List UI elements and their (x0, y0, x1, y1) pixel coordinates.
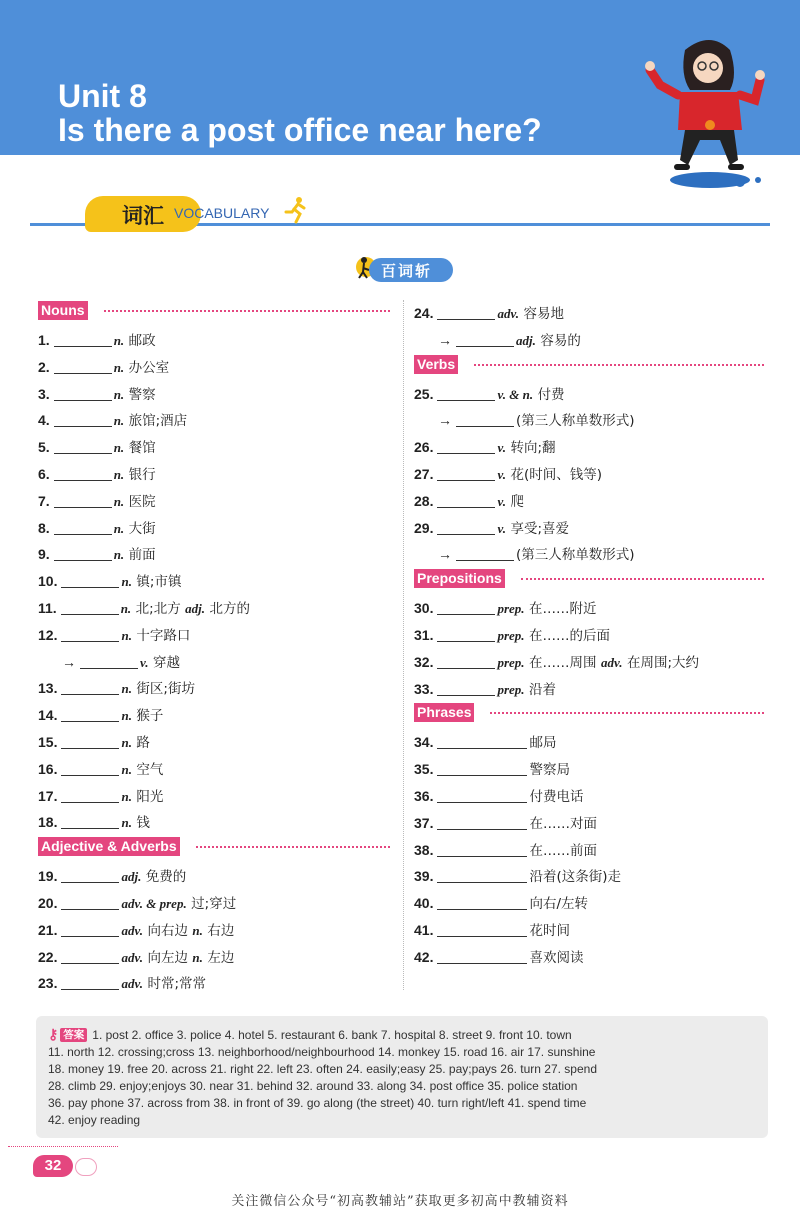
vocab-item (38, 890, 390, 917)
chinese-meaning: 沿着 (529, 681, 557, 698)
item-number: 27. (414, 465, 434, 482)
section-header (38, 836, 390, 860)
answer-blank-input[interactable] (61, 733, 119, 749)
chinese-meaning: (第三人称单数形式) (516, 413, 635, 430)
item-number: 1. (38, 332, 50, 348)
answer-line (48, 1112, 758, 1129)
answer-line (48, 1044, 758, 1061)
answer-blank-input[interactable] (61, 679, 119, 695)
chinese-meaning: 警察局 (529, 762, 570, 779)
vocab-item (38, 622, 390, 649)
answer-blank-input[interactable] (54, 492, 112, 508)
section-header (38, 300, 390, 324)
vocab-item (38, 970, 390, 997)
vocab-item (38, 541, 390, 568)
chinese-meaning: 阳光 (136, 788, 164, 805)
unit-number: Unit 8 (58, 78, 147, 114)
footer-note: 关注微信公众号“初高教辅站”获取更多初高中教辅资料 (231, 1194, 569, 1209)
part-of-speech: n. (113, 493, 125, 509)
part-of-speech: n. (121, 681, 132, 697)
item-number: 42. (414, 948, 434, 965)
vocab-item (38, 488, 390, 515)
vocab-item (414, 783, 764, 810)
section-tag: Adjective & Adverbs (38, 837, 180, 856)
chinese-meaning: 邮政 (128, 333, 156, 349)
chinese-meaning: 医院 (128, 493, 156, 510)
section-dotted-rule (521, 578, 764, 580)
answer-blank-input[interactable] (61, 599, 119, 615)
vocab-item (414, 810, 764, 837)
vocabulary-banner (30, 196, 770, 232)
item-number: 40. (414, 895, 434, 912)
item-number: 12. (38, 626, 58, 643)
answer-blank-input[interactable] (437, 680, 495, 696)
vocab-derived-item (38, 649, 390, 676)
answer-blank-input[interactable] (80, 653, 138, 669)
column-divider (403, 300, 404, 990)
answer-blank-input[interactable] (61, 787, 119, 803)
item-number: 3. (38, 385, 50, 402)
part-of-speech: n. (120, 600, 132, 616)
chinese-meaning: 十字路口 (136, 627, 191, 644)
section-tag: Prepositions (414, 569, 505, 588)
section-header (414, 354, 764, 378)
item-number: 16. (38, 760, 58, 777)
answer-blank-input[interactable] (437, 465, 495, 481)
answer-blank-input[interactable] (54, 438, 112, 454)
vocab-item (414, 622, 764, 649)
item-number: 14. (38, 707, 58, 724)
key-icon: ⚷ (48, 1026, 59, 1042)
answer-text: 18. money 19. free 20. across 21. right 22. left 23. often 24. easily;easy 25. pay;pays 26. turn 27. spend (48, 1062, 598, 1076)
chinese-meaning: 镇;市镇 (136, 574, 182, 591)
vocab-item (38, 675, 390, 702)
chinese-meaning: 钱 (136, 815, 150, 832)
answer-blank-input[interactable] (54, 411, 112, 427)
answer-blank-input[interactable] (61, 626, 119, 642)
section-dotted-rule (196, 846, 390, 848)
vocab-item (414, 917, 764, 944)
item-number: 28. (414, 492, 434, 509)
answer-line (48, 1078, 758, 1095)
part-of-speech: n. (113, 386, 125, 402)
answer-blank-input[interactable] (61, 921, 119, 937)
chinese-meaning: 街区;街坊 (136, 681, 195, 698)
part-of-speech: adv. (497, 306, 520, 321)
chinese-meaning: 向左边 (147, 949, 188, 966)
item-number: 10. (38, 573, 58, 590)
answer-blank-input[interactable] (456, 331, 514, 347)
item-number: 17. (38, 787, 58, 804)
part-of-speech: n. (113, 547, 125, 563)
part-of-speech: adj. (185, 600, 206, 616)
chinese-meaning: 容易地 (523, 306, 564, 322)
vocab-item (414, 461, 764, 488)
chinese-meaning: 在……对面 (529, 815, 597, 832)
baici-text: 百词斩 (381, 262, 433, 280)
chinese-meaning: 办公室 (128, 359, 170, 376)
item-number: 4. (38, 412, 50, 429)
part-of-speech: adv. (121, 949, 144, 965)
answer-blank-input[interactable] (437, 385, 495, 401)
chinese-meaning: 路 (136, 734, 150, 751)
right-column (414, 300, 764, 971)
vocab-item (414, 756, 764, 783)
item-number: 39. (414, 868, 434, 885)
chinese-meaning: 在……前面 (529, 842, 597, 859)
chinese-meaning: 警察 (128, 386, 156, 403)
chinese-meaning: 穿越 (153, 654, 180, 671)
answer-blank-input[interactable] (437, 519, 495, 535)
banner-cn: 词汇 (122, 204, 164, 228)
item-number: 19. (38, 868, 58, 885)
answer-blank-input[interactable] (61, 813, 119, 829)
answer-blank-input[interactable] (437, 304, 495, 320)
answer-blank-input[interactable] (54, 545, 112, 561)
vocab-item (414, 944, 764, 971)
chinese-meaning: 过;穿过 (191, 895, 237, 912)
vocab-item (38, 917, 390, 944)
chinese-meaning: 喜欢阅读 (529, 949, 584, 966)
answer-blank-input[interactable] (437, 760, 527, 776)
vocab-item (414, 488, 764, 515)
item-number: 25. (414, 385, 434, 402)
vocab-item (414, 515, 764, 542)
part-of-speech: adv. (121, 976, 144, 992)
chinese-meaning: 猴子 (136, 708, 164, 725)
answer-line (48, 1095, 758, 1112)
chinese-meaning: 空气 (136, 761, 164, 778)
section-tag: Verbs (414, 355, 458, 374)
chinese-meaning: 左边 (207, 949, 235, 966)
part-of-speech: prep. (497, 627, 525, 643)
answer-line (48, 1026, 758, 1044)
item-number: 23. (38, 975, 58, 992)
answer-text: 36. pay phone 37. across from 38. in front of 39. go along (the street) 40. turn right/left 41. spend time (48, 1096, 587, 1110)
part-of-speech: n. (121, 627, 132, 643)
answer-blank-input[interactable] (437, 841, 527, 857)
answer-blank-input[interactable] (437, 492, 495, 508)
answer-blank-input[interactable] (61, 706, 119, 722)
answer-blank-input[interactable] (437, 867, 527, 883)
vocab-item (414, 676, 764, 703)
chinese-meaning: 花(时间、钱等) (510, 466, 603, 483)
part-of-speech: v. (497, 493, 507, 509)
answer-blank-input[interactable] (437, 599, 495, 615)
answer-blank-input[interactable] (437, 894, 527, 910)
vocab-item (38, 702, 390, 729)
part-of-speech: adv. (121, 922, 144, 938)
answer-blank-input[interactable] (61, 948, 119, 964)
vocab-item (38, 381, 390, 408)
vocab-item (38, 729, 390, 756)
item-number: 22. (38, 948, 58, 965)
item-number: 32. (414, 653, 434, 670)
item-number: 7. (38, 492, 50, 509)
answer-text: 42. enjoy reading (48, 1113, 141, 1127)
section-header (414, 568, 764, 592)
chinese-meaning: 在……附近 (529, 601, 597, 618)
part-of-speech: adj. (516, 332, 536, 348)
vocab-item (414, 434, 764, 461)
vocab-item (38, 407, 390, 434)
answer-blank-input[interactable] (61, 894, 119, 910)
chinese-meaning: 付费 (537, 386, 565, 403)
section-dotted-rule (490, 712, 764, 714)
answer-blank-input[interactable] (61, 760, 119, 776)
part-of-speech: n. (113, 440, 125, 456)
item-number: 9. (38, 546, 50, 563)
part-of-speech: adj. (121, 869, 142, 885)
page-number: 32 (33, 1155, 73, 1177)
chinese-meaning: 容易的 (540, 332, 581, 349)
item-number: 13. (38, 680, 58, 697)
item-number: → (438, 331, 452, 348)
item-number: 33. (414, 680, 434, 697)
part-of-speech: n. (113, 466, 125, 482)
item-number: 24. (414, 305, 434, 321)
vocab-item (38, 944, 390, 971)
chinese-meaning: 邮局 (529, 735, 557, 752)
chinese-meaning: 在周围;大约 (626, 654, 700, 671)
item-number: 21. (38, 921, 58, 938)
chinese-meaning: 北;北方 (135, 600, 181, 617)
item-number: 29. (414, 519, 434, 536)
section-dotted-rule (104, 310, 390, 312)
item-number: → (62, 653, 76, 670)
chinese-meaning: 免费的 (145, 869, 187, 886)
vocab-item (414, 863, 764, 890)
vocab-item (38, 354, 390, 381)
answer-blank-input[interactable] (54, 331, 112, 347)
left-column (38, 300, 390, 997)
answer-line (48, 1061, 758, 1078)
answer-blank-input[interactable] (54, 358, 112, 374)
chinese-meaning: 银行 (128, 466, 156, 483)
section-tag: Nouns (38, 301, 88, 320)
part-of-speech: v. (140, 654, 149, 670)
vocab-item (38, 515, 390, 542)
answer-blank-input[interactable] (437, 948, 527, 964)
item-number: 31. (414, 626, 434, 643)
banner-en: VOCABULARY (174, 205, 270, 221)
vocab-item (414, 595, 764, 622)
item-number: 30. (414, 600, 434, 617)
part-of-speech: n. (113, 413, 125, 429)
part-of-speech: n. (192, 922, 203, 938)
part-of-speech: v. & n. (497, 386, 534, 402)
answer-blank-input[interactable] (456, 411, 514, 427)
vocab-item (414, 381, 764, 408)
chinese-meaning: 右边 (207, 922, 235, 939)
answer-blank-input[interactable] (437, 438, 495, 454)
item-number: → (438, 412, 452, 429)
chinese-meaning: 旅馆;酒店 (128, 413, 188, 430)
chinese-meaning: (第三人称单数形式) (516, 547, 635, 564)
section-header (414, 702, 764, 726)
answer-blank-input[interactable] (54, 519, 112, 535)
page-dots (8, 1146, 118, 1147)
answer-blank-input[interactable] (61, 867, 119, 883)
item-number: 8. (38, 519, 50, 536)
part-of-speech: prep. (497, 654, 525, 670)
vocab-derived-item (414, 327, 764, 354)
part-of-speech: v. (497, 466, 507, 482)
item-number: → (438, 546, 452, 563)
answer-blank-input[interactable] (437, 626, 495, 642)
answer-blank-input[interactable] (456, 545, 514, 561)
part-of-speech: n. (121, 815, 132, 831)
part-of-speech: n. (121, 761, 132, 777)
answer-blank-input[interactable] (61, 572, 119, 588)
vocab-item (38, 434, 390, 461)
part-of-speech: v. (497, 440, 507, 456)
part-of-speech: n. (121, 574, 132, 590)
item-number: 20. (38, 894, 58, 911)
chinese-meaning: 前面 (128, 547, 156, 564)
item-number: 26. (414, 439, 434, 456)
answer-text: 11. north 12. crossing;cross 13. neighborhood/neighbourhood 14. monkey 15. road 16. air 17. sunshine (48, 1045, 596, 1059)
part-of-speech: n. (192, 949, 203, 965)
answer-blank-input[interactable] (437, 733, 527, 749)
runner-icon (284, 196, 308, 224)
vocab-item (38, 809, 390, 836)
vocab-item (414, 890, 764, 917)
vocab-item (38, 756, 390, 783)
answer-blank-input[interactable] (54, 465, 112, 481)
section-dotted-rule (474, 364, 764, 366)
vocab-item (414, 649, 764, 676)
part-of-speech: n. (121, 708, 132, 724)
chinese-meaning: 向右/左转 (529, 896, 589, 913)
vocab-item (38, 783, 390, 810)
answer-blank-input[interactable] (54, 385, 112, 401)
answer-blank-input[interactable] (437, 787, 527, 803)
item-number: 18. (38, 814, 58, 831)
part-of-speech: adv. & prep. (121, 895, 187, 911)
item-number: 11. (38, 599, 57, 616)
item-number: 41. (414, 921, 434, 938)
baici-badge (355, 254, 455, 284)
chinese-meaning: 转向;翻 (510, 440, 556, 457)
chinese-meaning: 沿着(这条街)走 (529, 869, 622, 886)
chinese-meaning: 在……的后面 (529, 627, 611, 644)
item-number: 35. (414, 761, 434, 778)
item-number: 15. (38, 733, 58, 750)
item-number: 37. (414, 814, 434, 831)
vocab-derived-item (414, 541, 764, 568)
vocab-item (414, 837, 764, 864)
vocab-item (38, 595, 390, 622)
chinese-meaning: 北方的 (209, 600, 250, 617)
part-of-speech: n. (121, 734, 132, 750)
answer-blank-input[interactable] (437, 653, 495, 669)
answer-text: 1. post 2. office 3. police 4. hotel 5. restaurant 6. bank 7. hospital 8. street 9. front 10. town (92, 1028, 572, 1042)
girl-illustration-icon (630, 30, 790, 195)
vocab-derived-item (414, 407, 764, 434)
part-of-speech: prep. (497, 601, 525, 617)
page-decoration (75, 1158, 97, 1176)
answer-blank-input[interactable] (61, 974, 119, 990)
part-of-speech: n. (113, 333, 125, 348)
vocab-item (414, 729, 764, 756)
chinese-meaning: 时常;常常 (147, 976, 207, 993)
part-of-speech: prep. (497, 681, 525, 697)
vocab-item (38, 461, 390, 488)
chinese-meaning: 餐馆 (128, 440, 156, 457)
answer-blank-input[interactable] (437, 921, 527, 937)
item-number: 36. (414, 787, 434, 804)
chinese-meaning: 享受;喜爱 (510, 520, 570, 537)
chinese-meaning: 大街 (128, 520, 156, 537)
vocab-item (38, 568, 390, 595)
chinese-meaning: 花时间 (529, 922, 570, 939)
item-number: 5. (38, 439, 50, 456)
vocab-item (38, 863, 390, 890)
part-of-speech: n. (121, 788, 132, 804)
chinese-meaning: 爬 (510, 493, 524, 510)
part-of-speech: n. (113, 520, 125, 536)
part-of-speech: adv. (600, 654, 623, 670)
answer-text: 28. climb 29. enjoy;enjoys 30. near 31. behind 32. around 33. along 34. post office 35. police station (48, 1079, 578, 1093)
vocab-item (38, 327, 390, 354)
answer-box (36, 1016, 768, 1138)
vocab-item (414, 300, 764, 327)
answer-blank-input[interactable] (437, 814, 527, 830)
part-of-speech: n. (113, 359, 125, 375)
item-number: 6. (38, 465, 50, 482)
answer-badge: 答案 (60, 1028, 87, 1042)
unit-title: Is there a post office near here? (58, 112, 542, 148)
item-number: 34. (414, 734, 434, 751)
chinese-meaning: 向右边 (147, 922, 188, 939)
chinese-meaning: 在……周围 (529, 654, 597, 671)
section-tag: Phrases (414, 703, 474, 722)
item-number: 38. (414, 841, 434, 858)
part-of-speech: v. (497, 520, 507, 536)
chinese-meaning: 付费电话 (529, 788, 584, 805)
item-number: 2. (38, 358, 50, 375)
